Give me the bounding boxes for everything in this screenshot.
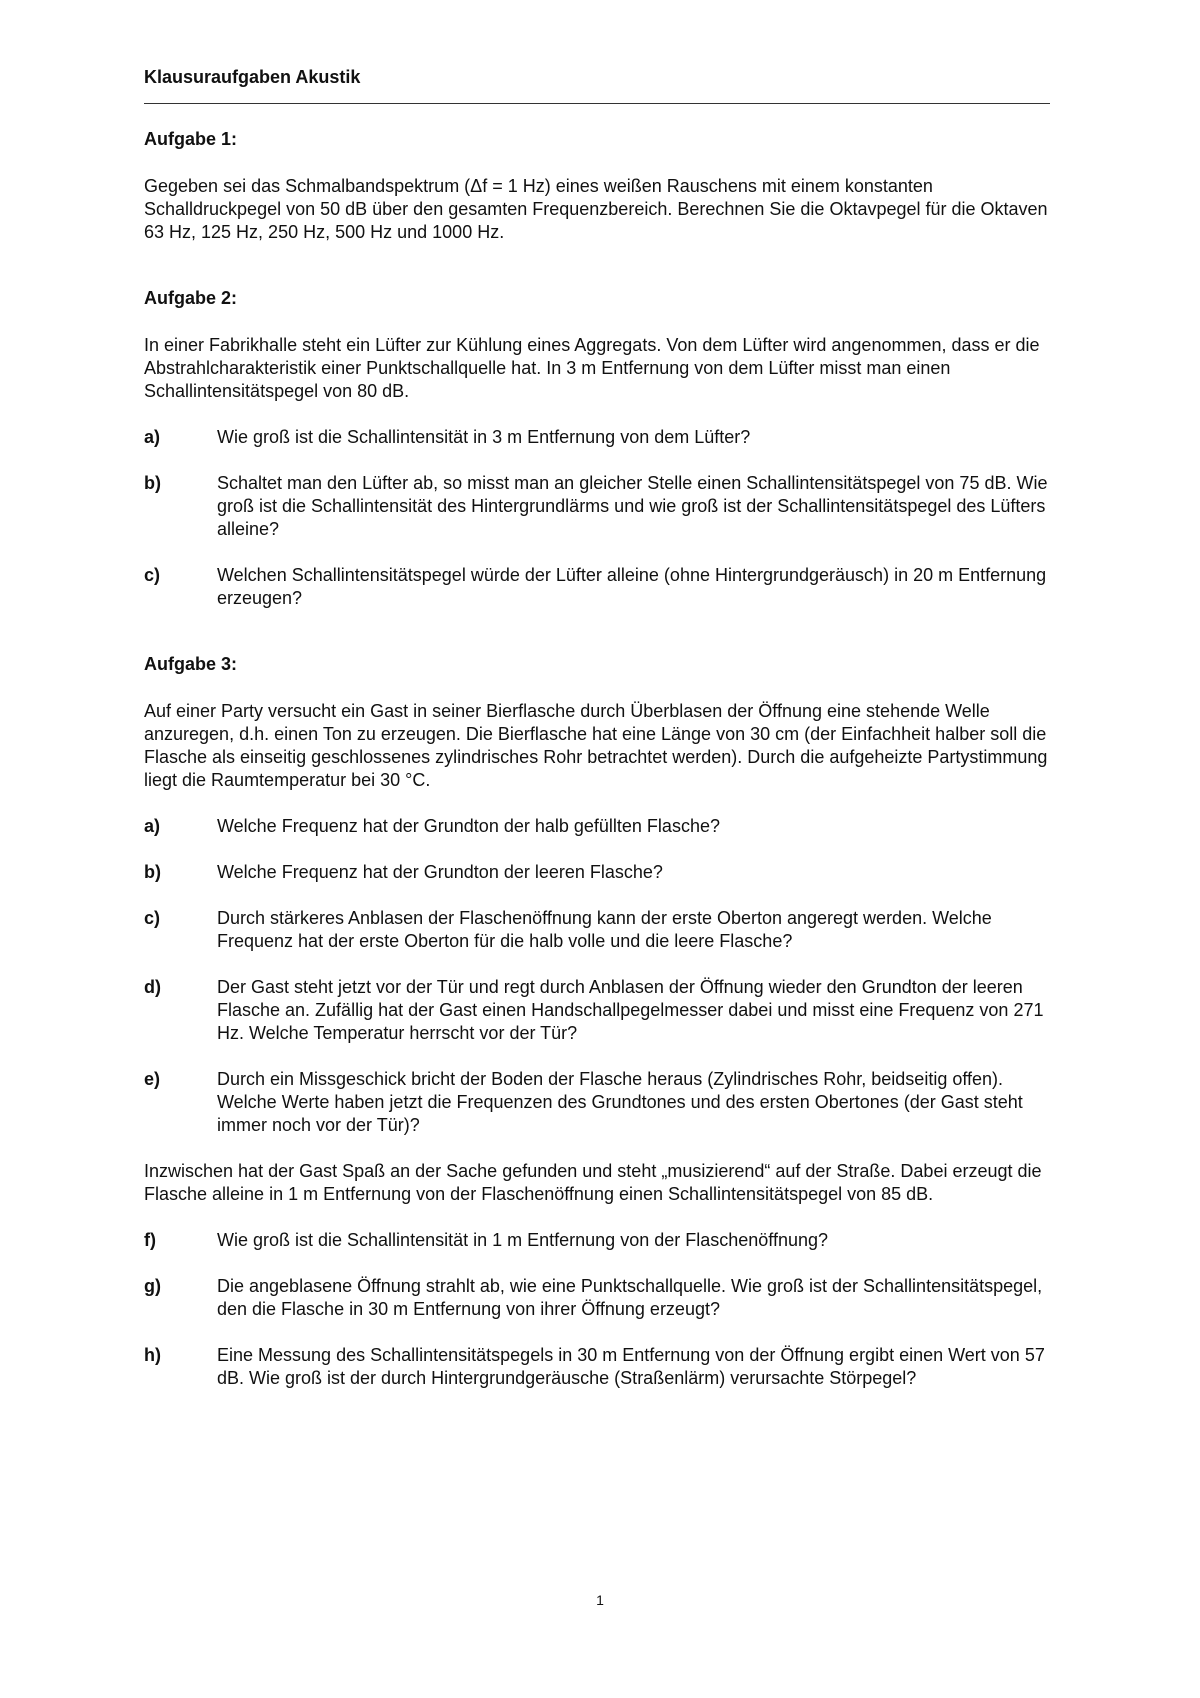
subtask-text: Der Gast steht jetzt vor der Tür und regt durch Anblasen der Öffnung wieder den Grundton der leeren Flasche an. Zufällig hat der Gast einen Handschallpegelmesser dabei und misst eine Frequenz von 271 Hz. Welche Temperatur herrscht vor der Tür?: [217, 977, 1044, 1043]
subtask-a: [144, 815, 1056, 838]
subtask-label: b): [144, 862, 161, 882]
task-heading: Aufgabe 1:: [144, 129, 238, 149]
subtask-label: c): [144, 565, 161, 585]
subtask-label: c): [144, 908, 161, 928]
subtask-d: [144, 976, 1056, 1045]
page-number: 1: [596, 1592, 604, 1608]
subtask-label: b): [144, 473, 161, 493]
task-interlude: Inzwischen hat der Gast Spaß an der Sache gefunden und steht „musizierend“ auf der Straße. Dabei erzeugt die Flasche alleine in 1 m Entfernung von der Flaschenöffnung einen Schallintensitätspegel von 85 dB.: [144, 1161, 1042, 1204]
document-page: [144, 66, 1056, 1390]
subtask-label: d): [144, 977, 161, 997]
subtask-label: a): [144, 427, 161, 447]
subtask-text: Welche Frequenz hat der Grundton der halb gefüllten Flasche?: [217, 816, 720, 836]
subtask-text: Welchen Schallintensitätspegel würde der Lüfter alleine (ohne Hintergrundgeräusch) in 20 m Entfernung erzeugen?: [217, 565, 1047, 608]
subtask-c: [144, 907, 1056, 953]
subtask-e: [144, 1068, 1056, 1137]
document-title: Klausuraufgaben Akustik: [144, 67, 361, 87]
subtask-text: Durch stärkeres Anblasen der Flaschenöffnung kann der erste Oberton angeregt werden. Welche Frequenz hat der erste Oberton für die halb volle und die leere Flasche?: [217, 908, 992, 951]
subtask-label: a): [144, 816, 161, 836]
subtask-label: e): [144, 1069, 161, 1089]
subtask-text: Durch ein Missgeschick bricht der Boden der Flasche heraus (Zylindrisches Rohr, beidseitig offen). Welche Werte haben jetzt die Frequenzen des Grundtones und des ersten Obertones (der Gast steht immer noch vor der Tür)?: [217, 1069, 1023, 1135]
subtask-label: f): [144, 1230, 156, 1250]
task-heading: Aufgabe 2:: [144, 288, 238, 308]
task-description: In einer Fabrikhalle steht ein Lüfter zur Kühlung eines Aggregats. Von dem Lüfter wird angenommen, dass er die Abstrahlcharakteristik einer Punktschallquelle hat. In 3 m Entfernung von dem Lüfter misst man einen Schallintensitätspegel von 80 dB.: [144, 335, 1040, 401]
subtask-label: h): [144, 1345, 161, 1365]
task-heading: Aufgabe 3:: [144, 654, 238, 674]
task-1: [144, 128, 1056, 244]
subtask-text: Die angeblasene Öffnung strahlt ab, wie eine Punktschallquelle. Wie groß ist der Schallintensitätspegel, den die Flasche in 30 m Entfernung von ihrer Öffnung erzeugt?: [217, 1276, 1043, 1319]
title-divider: [144, 103, 1050, 104]
subtask-text: Welche Frequenz hat der Grundton der leeren Flasche?: [217, 862, 663, 882]
subtask-text: Eine Messung des Schallintensitätspegels in 30 m Entfernung von der Öffnung ergibt einen Wert von 57 dB. Wie groß ist der durch Hintergrundgeräusche (Straßenlärm) verursachte Störpegel?: [217, 1345, 1045, 1388]
subtask-text: Schaltet man den Lüfter ab, so misst man an gleicher Stelle einen Schallintensitätspegel von 75 dB. Wie groß ist die Schallintensität des Hintergrundlärms und wie groß ist der Schallintensitätspegel des Lüfters alleine?: [217, 473, 1048, 539]
subtask-a: [144, 426, 1056, 449]
subtask-g: [144, 1275, 1056, 1321]
subtask-b: [144, 861, 1056, 884]
subtask-label: g): [144, 1276, 161, 1296]
subtask-f: [144, 1229, 1056, 1252]
task-description: Auf einer Party versucht ein Gast in seiner Bierflasche durch Überblasen der Öffnung eine stehende Welle anzuregen, d.h. einen Ton zu erzeugen. Die Bierflasche hat eine Länge von 30 cm (der Einfachheit halber soll die Flasche als einseitig geschlossenes zylindrisches Rohr betrachtet werden). Durch die aufgeheizte Partystimmung liegt die Raumtemperatur bei 30 °C.: [144, 701, 1048, 790]
subtask-text: Wie groß ist die Schallintensität in 1 m Entfernung von der Flaschenöffnung?: [217, 1230, 829, 1250]
subtask-h: [144, 1344, 1056, 1390]
subtask-b: [144, 472, 1056, 541]
task-description: Gegeben sei das Schmalbandspektrum (Δf = 1 Hz) eines weißen Rauschens mit einem konstanten Schalldruckpegel von 50 dB über den gesamten Frequenzbereich. Berechnen Sie die Oktavpegel für die Oktaven 63 Hz, 125 Hz, 250 Hz, 500 Hz und 1000 Hz.: [144, 176, 1048, 242]
subtask-text: Wie groß ist die Schallintensität in 3 m Entfernung von dem Lüfter?: [217, 427, 751, 447]
task-3: [144, 653, 1056, 1390]
subtask-c: [144, 564, 1056, 610]
task-2: [144, 287, 1056, 610]
